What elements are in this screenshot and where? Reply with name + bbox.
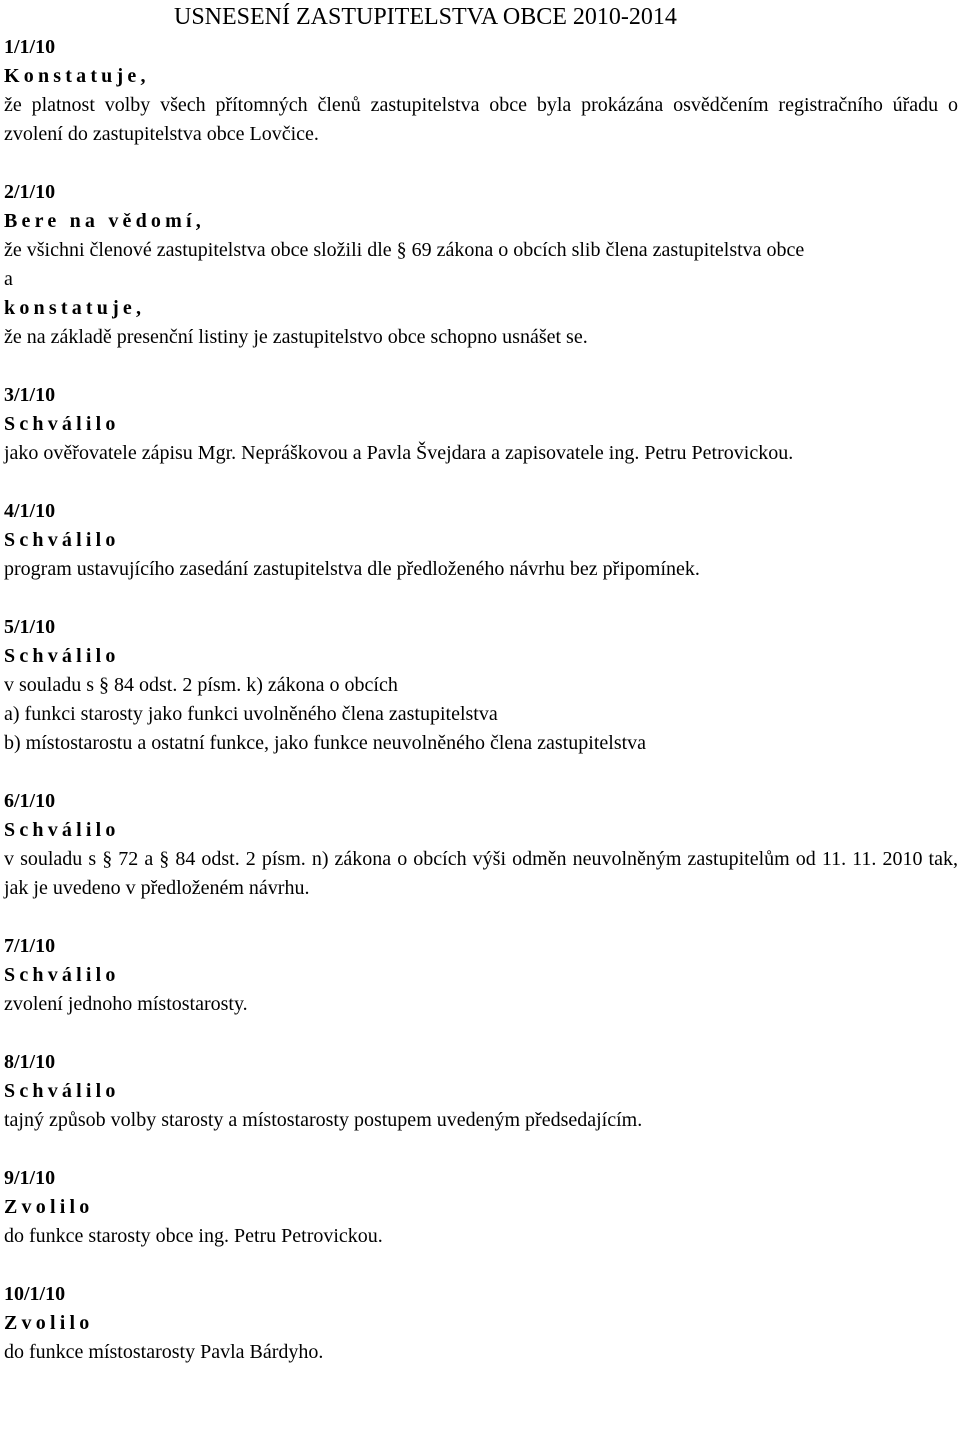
resolution-text-secondary: že na základě presenční listiny je zastupitelstvo obce schopno usnášet se. (4, 326, 588, 348)
resolution-number: 6/1/10 (4, 790, 56, 812)
resolution-9 (4, 1164, 958, 1251)
resolution-text: tajný způsob volby starosty a místostarosty postupem uvedeným předsedajícím. (4, 1109, 643, 1131)
resolution-4 (4, 497, 958, 584)
resolution-verb: Schválilo (4, 645, 120, 667)
resolution-connector: a (4, 268, 13, 290)
resolution-text-line: a) funkci starosty jako funkci uvolněného člena zastupitelstva (4, 703, 498, 725)
resolution-number: 8/1/10 (4, 1051, 56, 1073)
resolution-verb-secondary: konstatuje, (4, 297, 146, 319)
resolution-text: do funkce starosty obce ing. Petru Petrovickou. (4, 1225, 383, 1247)
document-title: USNESENÍ ZASTUPITELSTVA OBCE 2010-2014 (174, 4, 677, 30)
resolution-text: zvolení jednoho místostarosty. (4, 993, 248, 1015)
resolution-number: 10/1/10 (4, 1283, 66, 1305)
resolution-text: do funkce místostarosty Pavla Bárdyho. (4, 1341, 324, 1363)
resolution-text: program ustavujícího zasedání zastupitelstva dle předloženého návrhu bez připomínek. (4, 558, 700, 580)
resolution-number: 7/1/10 (4, 935, 56, 957)
resolution-text: v souladu s § 72 a § 84 odst. 2 písm. n) zákona o obcích výši odměn neuvolněným zastupitelům od 11. 11. 2010 tak, jak je uvedeno v předloženém návrhu. (4, 848, 958, 899)
resolution-5 (4, 613, 958, 758)
resolution-verb: Zvolilo (4, 1312, 94, 1334)
resolution-text: že platnost volby všech přítomných členů zastupitelstva obce byla prokázána osvědčením registračního úřadu o zvolení do zastupitelstva obce Lovčice. (4, 94, 958, 145)
resolution-verb: Schválilo (4, 413, 120, 435)
resolution-6 (4, 787, 958, 903)
resolution-3 (4, 381, 958, 468)
resolution-verb: Schválilo (4, 819, 120, 841)
resolution-number: 3/1/10 (4, 384, 56, 406)
resolution-verb: Bere na vědomí, (4, 210, 205, 232)
resolution-verb: Schválilo (4, 964, 120, 986)
document (4, 1, 958, 1367)
resolution-10 (4, 1280, 958, 1367)
resolution-number: 4/1/10 (4, 500, 56, 522)
resolution-verb: Zvolilo (4, 1196, 94, 1218)
resolution-text-line: b) místostarostu a ostatní funkce, jako funkce neuvolněného člena zastupitelstva (4, 732, 647, 754)
resolution-text-line: v souladu s § 84 odst. 2 písm. k) zákona o obcích (4, 674, 398, 696)
resolution-1 (4, 33, 958, 149)
resolution-verb: Schválilo (4, 529, 120, 551)
resolution-number: 9/1/10 (4, 1167, 56, 1189)
resolution-text: že všichni členové zastupitelstva obce složili dle § 69 zákona o obcích slib člena zastupitelstva obce (4, 239, 805, 261)
resolution-8 (4, 1048, 958, 1135)
resolution-verb: Schválilo (4, 1080, 120, 1102)
resolution-2 (4, 178, 958, 352)
resolution-number: 2/1/10 (4, 181, 56, 203)
resolution-verb: Konstatuje, (4, 65, 150, 87)
resolution-number: 5/1/10 (4, 616, 56, 638)
resolution-text: jako ověřovatele zápisu Mgr. Nepráškovou a Pavla Švejdara a zapisovatele ing. Petru Petrovickou. (4, 442, 794, 464)
resolution-number: 1/1/10 (4, 36, 56, 58)
resolution-7 (4, 932, 958, 1019)
